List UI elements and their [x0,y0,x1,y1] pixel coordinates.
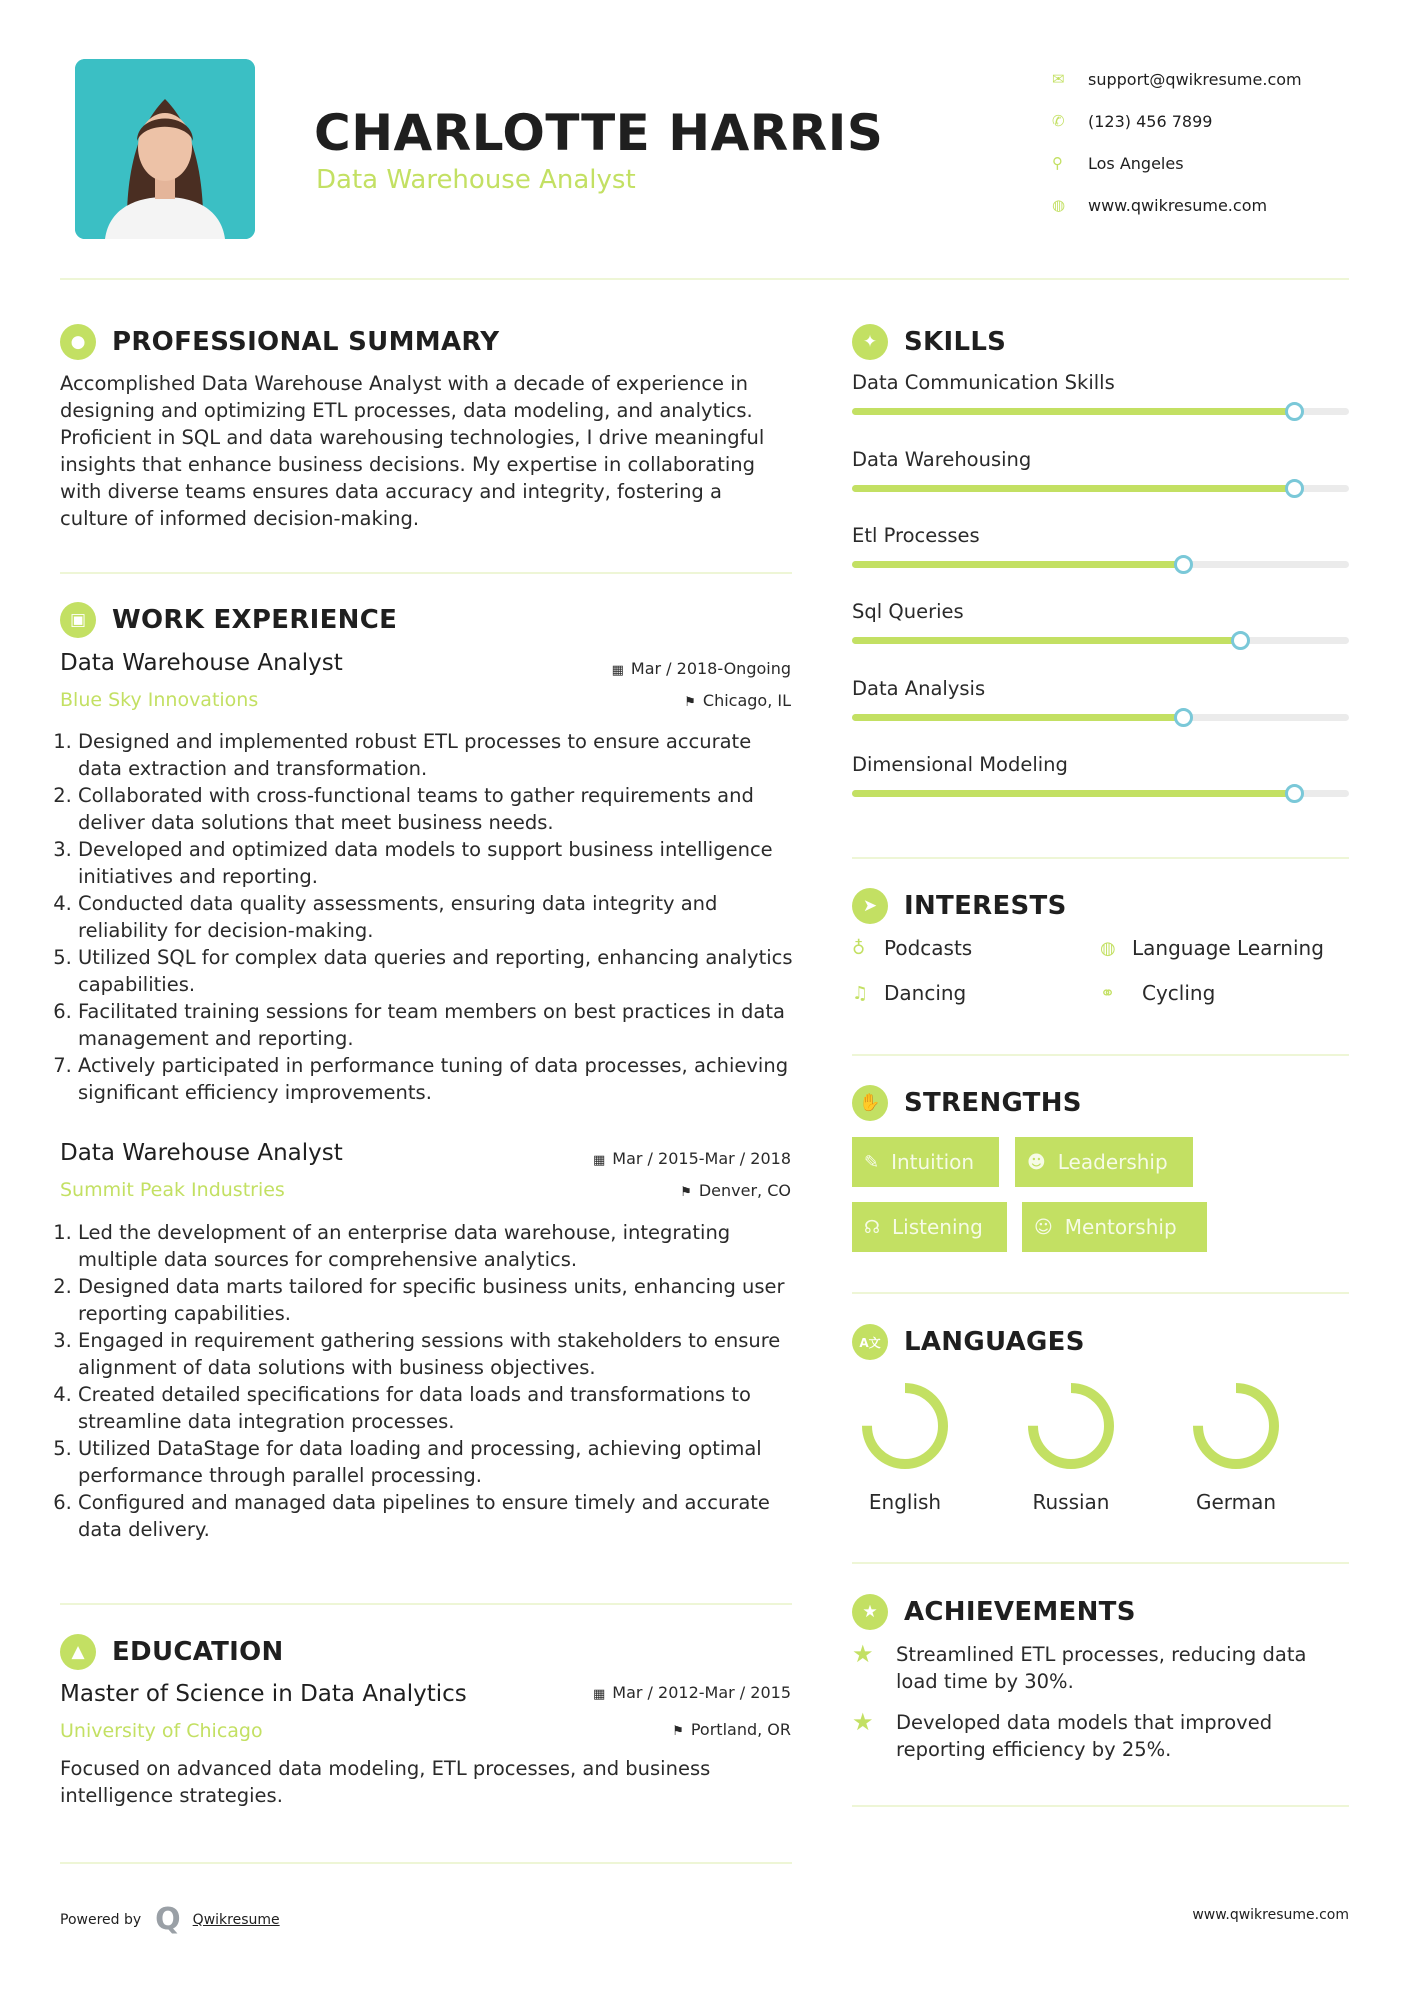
contact-phone[interactable] [1052,100,1302,142]
summary-divider [60,572,792,574]
candidate-title: Data Warehouse Analyst [316,165,636,195]
music-note-icon: ♫ [852,982,869,1004]
pin-icon: ⚑ [672,1724,684,1739]
achievement-text: Developed data models that improved reporting efficiency by 25%. [896,1711,1273,1761]
contact-location-text: Los Angeles [1088,153,1184,173]
interests-divider [852,1054,1349,1056]
contact-website[interactable] [1052,184,1302,226]
summary-header [60,324,499,360]
skill-name: Data Communication Skills [852,371,1115,394]
contact-website-text: www.qwikresume.com [1088,195,1268,215]
header-divider [60,278,1349,280]
list-item: 2. Collaborated with cross-functional teams to gather requirements and deliver data solutions that meet business needs. [78,782,795,836]
skills-divider [852,857,1349,859]
skill-fill [852,408,1294,415]
strengths-divider [852,1292,1349,1294]
languages-header [852,1324,1085,1360]
interests-header [852,888,1067,924]
skill-track [852,561,1349,568]
education-date [593,1683,791,1702]
experience-heading: WORK EXPERIENCE [112,605,398,635]
achievement-item [852,1641,1349,1695]
qwikresume-logo-icon: Q [155,1902,181,1937]
job-1-company: Blue Sky Innovations [60,689,259,711]
language-item [1166,1378,1306,1514]
strengths-heading: STRENGTHS [904,1088,1082,1118]
language-ring [1188,1378,1284,1474]
education-heading: EDUCATION [112,1637,284,1667]
skill-track [852,714,1349,721]
languages-divider [852,1562,1349,1564]
education-date-text: Mar / 2012-Mar / 2015 [612,1683,791,1702]
job-2-company: Summit Peak Industries [60,1179,285,1201]
education-text: Focused on advanced data modeling, ETL processes, and business intelligence strategies. [60,1757,711,1807]
list-item: 4. Created detailed specifications for data loads and transformations to streamline data integration processes. [78,1381,795,1435]
education-school: University of Chicago [60,1720,263,1742]
globe-icon: ◍ [1100,937,1116,959]
powered-by-text: Powered by [60,1911,142,1928]
footer-powered-by [60,1902,280,1937]
language-icon: A文 [852,1324,888,1360]
education-location [672,1720,791,1739]
list-item: 6. Configured and managed data pipelines to ensure timely and accurate data delivery. [78,1489,795,1543]
list-item: 7. Actively participated in performance tuning of data processes, achieving significant efficiency improvements. [78,1052,795,1106]
strength-label: Leadership [1057,1150,1168,1174]
strength-label: Intuition [891,1150,975,1174]
achievements-header [852,1594,1136,1630]
list-item: 1. Led the development of an enterprise data warehouse, integrating multiple data sources for comprehensive analytics. [78,1219,795,1273]
users-icon: ☻ [1027,1151,1046,1173]
microphone-icon: ♁ [852,937,866,959]
skill-name: Data Warehousing [852,448,1032,471]
skill-track [852,408,1349,415]
education-location-text: Portland, OR [690,1720,791,1739]
skill-item [852,753,1349,776]
job-1-date-text: Mar / 2018-Ongoing [630,659,791,678]
portrait-image [75,59,255,239]
footer-site-link[interactable]: www.qwikresume.com [1192,1907,1349,1923]
interests-heading: INTERESTS [904,891,1067,921]
skill-name: Etl Processes [852,524,980,547]
list-item: 4. Conducted data quality assessments, ensuring data integrity and reliability for decision-making. [78,890,795,944]
summary-heading: PROFESSIONAL SUMMARY [112,327,500,357]
skill-track [852,637,1349,644]
skill-fill [852,790,1294,797]
contact-email-text: support@qwikresume.com [1088,69,1302,89]
star-badge-icon: ★ [852,1594,888,1630]
list-item: 2. Designed data marts tailored for specific business units, enhancing user reporting capabilities. [78,1273,795,1327]
skill-knob [1285,784,1304,803]
languages-heading: LANGUAGES [904,1327,1085,1357]
strength-chip [852,1137,999,1187]
job-2-location [680,1181,791,1200]
strength-chip [1015,1137,1193,1187]
user-plus-icon: ☺ [1034,1216,1053,1238]
skill-name: Sql Queries [852,600,964,623]
skill-knob [1174,708,1193,727]
skills-header [852,324,1006,360]
map-pin-icon: ⚲ [1052,154,1063,172]
list-item: 3. Developed and optimized data models to support business intelligence initiatives and reporting. [78,836,795,890]
job-2-title: Data Warehouse Analyst [60,1140,343,1166]
user-icon: ● [60,324,96,360]
magic-wand-icon: ✎ [864,1151,880,1173]
list-item: 3. Engaged in requirement gathering sessions with stakeholders to ensure alignment of data solutions with business objectives. [78,1327,795,1381]
skill-knob [1285,479,1304,498]
contact-email[interactable] [1052,58,1302,100]
education-header [60,1634,284,1670]
skill-fill [852,561,1183,568]
achievements-divider [852,1805,1349,1807]
interest-label: Podcasts [884,936,973,960]
globe-icon: ◍ [1052,196,1066,214]
briefcase-icon: ▣ [60,602,96,638]
envelope-icon: ✉ [1052,70,1065,88]
education-degree: Master of Science in Data Analytics [60,1681,467,1707]
interest-item [852,936,972,960]
contact-list [1052,58,1302,226]
summary-text: Accomplished Data Warehouse Analyst with a decade of experience in designing and optimizing ETL processes, data modeling, and analytics. Proficient in SQL and data warehousing technologies, I drive meaningful insights that enhance business decisions. My expertise in collaborating with diverse teams ensures data accuracy and integrity, fostering a culture of informed decision-making. [60,372,765,530]
calendar-icon: ▦ [592,1153,606,1168]
headphones-icon: ☊ [864,1216,880,1238]
language-label: English [868,1490,942,1514]
skill-item [852,448,1349,471]
skill-name: Dimensional Modeling [852,753,1068,776]
language-item [835,1378,975,1514]
list-item: 5. Utilized SQL for complex data queries and reporting, enhancing analytics capabilities. [78,944,795,998]
skill-item [852,677,1349,700]
interest-item [1100,981,1215,1005]
strength-label: Listening [892,1215,983,1239]
interest-label: Language Learning [1132,936,1324,960]
language-ring [1023,1378,1119,1474]
education-divider [60,1862,792,1864]
brand-link[interactable]: Qwikresume [192,1911,280,1928]
profile-photo [75,59,255,239]
skill-fill [852,714,1183,721]
skill-knob [1285,402,1304,421]
contact-location [1052,142,1302,184]
experience-divider [60,1603,792,1605]
strengths-header [852,1085,1082,1121]
language-ring [857,1378,953,1474]
pin-icon: ⚑ [684,695,696,710]
skill-fill [852,637,1240,644]
experience-header [60,602,397,638]
strength-chip [852,1202,1007,1252]
language-label: German [1195,1490,1277,1514]
list-item: 5. Utilized DataStage for data loading and processing, achieving optimal performance through parallel processing. [78,1435,795,1489]
job-1-title: Data Warehouse Analyst [60,650,343,676]
job-2-location-text: Denver, CO [698,1181,791,1200]
skill-fill [852,485,1294,492]
paper-plane-icon: ➤ [852,888,888,924]
contact-phone-text: (123) 456 7899 [1088,111,1213,131]
achievement-item [852,1709,1349,1763]
graduation-cap-icon: ▲ [60,1634,96,1670]
candidate-name: CHARLOTTE HARRIS [314,104,884,162]
list-item: 1. Designed and implemented robust ETL processes to ensure accurate data extraction and transformation. [78,728,795,782]
bicycle-icon: ⚭ [1100,982,1116,1004]
list-item: 6. Facilitated training sessions for team members on best practices in data management and reporting. [78,998,795,1052]
skills-heading: SKILLS [904,327,1007,357]
skill-knob [1174,555,1193,574]
skill-track [852,790,1349,797]
skill-item [852,371,1349,394]
calendar-icon: ▦ [611,663,624,678]
skill-item [852,524,1349,547]
calendar-icon: ▦ [592,1687,606,1702]
interest-label: Dancing [884,981,967,1005]
skill-knob [1231,631,1250,650]
interest-item [852,981,966,1005]
job-2-date [593,1149,791,1168]
job-2-duties [60,1219,795,1543]
job-1-location-text: Chicago, IL [702,691,791,710]
skill-name: Data Analysis [852,677,986,700]
strength-chip [1022,1202,1207,1252]
language-label: Russian [1032,1490,1110,1514]
interest-item [1100,936,1324,960]
skill-track [852,485,1349,492]
star-icon: ★ [852,1640,874,1668]
phone-icon: ✆ [1052,112,1065,130]
skill-item [852,600,1349,623]
star-icon: ★ [852,1708,874,1736]
job-1-date [612,659,791,678]
hand-icon: ✋ [852,1085,888,1121]
job-2-date-text: Mar / 2015-Mar / 2018 [612,1149,791,1168]
lightbulb-icon: ✦ [852,324,888,360]
strength-label: Mentorship [1064,1215,1177,1239]
job-1-location [684,691,791,710]
language-item [1001,1378,1141,1514]
interest-label: Cycling [1142,981,1216,1005]
pin-icon: ⚑ [680,1185,692,1200]
job-1-duties [60,728,795,1106]
achievement-text: Streamlined ETL processes, reducing data load time by 30%. [896,1643,1307,1693]
achievements-heading: ACHIEVEMENTS [904,1597,1136,1627]
